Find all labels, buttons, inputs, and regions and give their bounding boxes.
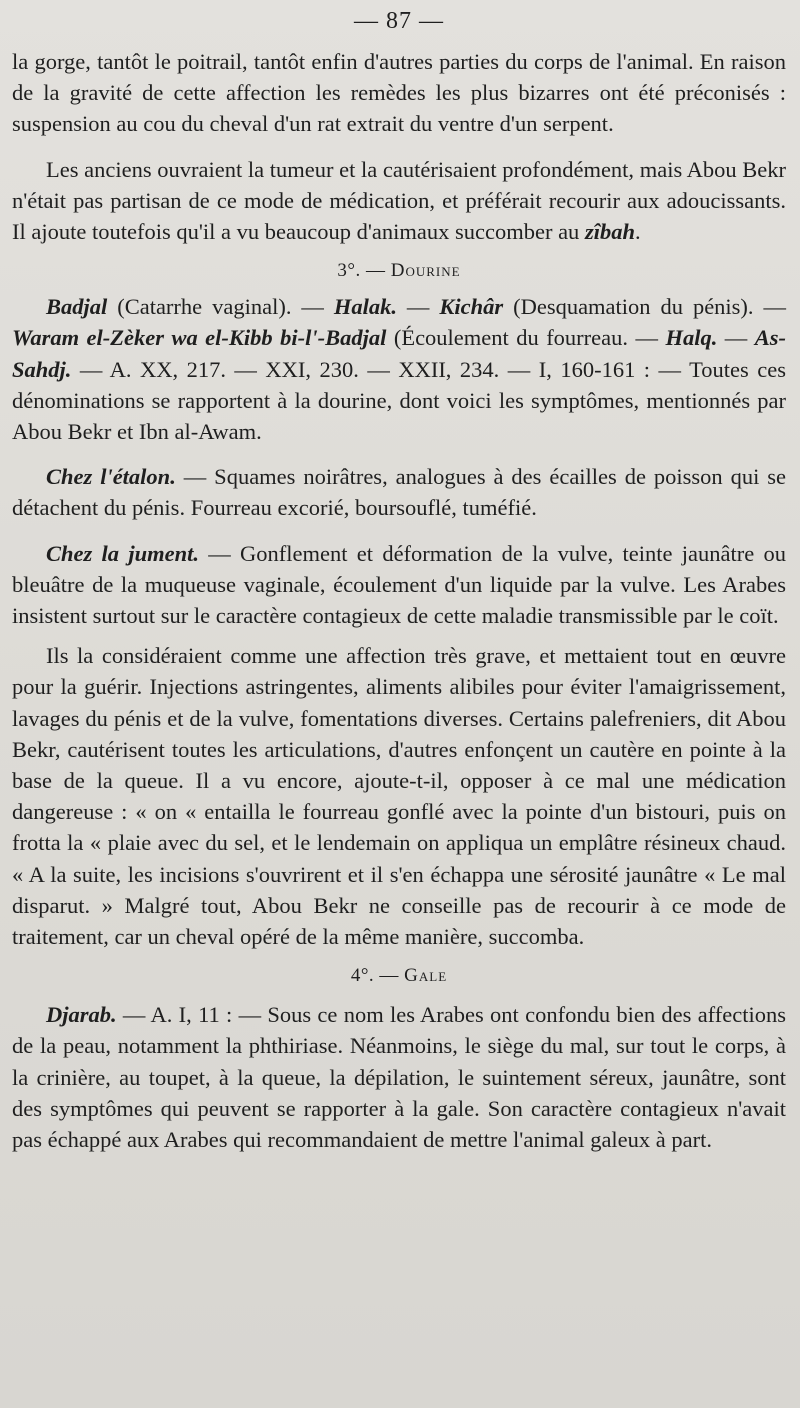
section-title: Dourine <box>390 260 461 282</box>
paragraph-dourine-names <box>12 291 786 447</box>
etalon-text: — Squames noirâtres, analogues à des écailles de poisson qui se détachent du pénis. Fourreau excorié, boursouflé, tuméfié. <box>12 464 786 521</box>
paragraph-2 <box>12 154 786 248</box>
paragraph-2-text: Les anciens ouvraient la tumeur et la cautérisaient profondément, mais Abou Bekr n'était pas partisan de ce mode de médication, et préférait recourir aux adoucissants. Il ajoute toutefois qu'il a vu beaucoup d'animaux succomber au <box>12 156 786 245</box>
section-dash: — <box>360 260 391 282</box>
paragraph-jument <box>12 538 786 632</box>
paragraph-treatment: Ils la considéraient comme une affection très grave, et mettaient tout en œuvre pour la guérir. Injections astringentes, aliments alibiles pour éviter l'amaigrissement, lavages du pénis et de la vulve, fomentations diverses. Certains palefreniers, dit Abou Bekr, cautérisent toutes les articulations, d'autres enfonçent un cautère en pointe à la base de la queue. Il a vu encore, ajoute-t-il, opposer à ce mal une médication dangereuse : « on « entailla le fourreau gonflé avec la pointe d'un bistouri, puis on frotta la « plaie avec du sel, et le lendemain on appliqua un emplâtre résineux chaud. « A la suite, les incisions s'ouvrirent et il s'en échappa une sérosité jaunâtre « Le mal disparut. » Malgré tout, Abou Bekr ne conseille pas de recourir à ce mode de traitement, car un cheval opéré de la même manière, succomba. <box>12 643 786 950</box>
term-halak: Halak. <box>333 294 397 320</box>
term-zibah: zîbah <box>584 219 635 245</box>
paragraph-2-end: . <box>634 219 641 245</box>
section-heading-dourine <box>12 257 786 285</box>
text-segment: — <box>396 294 440 320</box>
section-heading-gale <box>12 962 786 990</box>
section-number: 4°. <box>350 965 375 987</box>
text-segment: (Catarrhe vaginal). — <box>107 294 334 320</box>
paragraph-djarab <box>12 999 786 1155</box>
paragraph-1: la gorge, tantôt le poitrail, tantôt enfin d'autres parties du corps de l'animal. En raison de la gravité de cette affection les remèdes les plus bizarres ont été préconisés : suspension au cou du cheval d'un rat extrait du ventre d'un serpent. <box>12 49 786 137</box>
term-waram: Waram el-Zèker wa el-Kibb bi-l'-Badjal <box>12 325 387 351</box>
term-badjal: Badjal <box>46 294 108 320</box>
lead-etalon: Chez l'étalon. <box>46 464 176 490</box>
text-segment: — A. XX, 217. — XXI, 230. — XXII, 234. — I, 160-161 : — Toutes ces dénominations se rapportent à la dourine, dont voici les symptômes, mentionnés par Abou Bekr et Ibn al-Awam. <box>12 356 786 445</box>
text-segment: (Desquamation du pénis). — <box>503 294 786 320</box>
section-dash: — <box>374 965 405 987</box>
djarab-text: — A. I, 11 : — Sous ce nom les Arabes ont confondu bien des affections de la peau, notamment la phthiriase. Néanmoins, le siège du mal, sur tout le corps, à la crinière, au toupet, à la queue, la dépilation, le suintement séreux, jaunâtre, sont des symptômes qui peuvent se rapporter à la gale. Son caractère contagieux n'avait pas échappé aux Arabes qui recommandaient de mettre l'animal galeux à part. <box>12 1002 786 1153</box>
text-segment: (Écoulement du fourreau. — <box>386 325 666 351</box>
jument-text: — Gonflement et déformation de la vulve, teinte jaunâtre ou bleuâtre de la muqueuse vaginale, écoulement d'un liquide par la vulve. Les Arabes insistent surtout sur le caractère contagieux de cette maladie transmissible par le coït. <box>12 540 786 629</box>
term-halq: Halq. <box>665 325 718 351</box>
section-title: Gale <box>404 965 448 987</box>
lead-djarab: Djarab. <box>46 1002 117 1028</box>
page-number: — 87 — <box>354 8 444 34</box>
section-number: 3°. <box>337 260 361 282</box>
term-kichar: Kichâr <box>439 294 504 320</box>
paragraph-etalon <box>12 461 786 523</box>
lead-jument: Chez la jument. <box>46 540 199 566</box>
text-segment: — <box>717 325 755 351</box>
term-as-sahdj: As-Sahdj. <box>12 325 787 382</box>
